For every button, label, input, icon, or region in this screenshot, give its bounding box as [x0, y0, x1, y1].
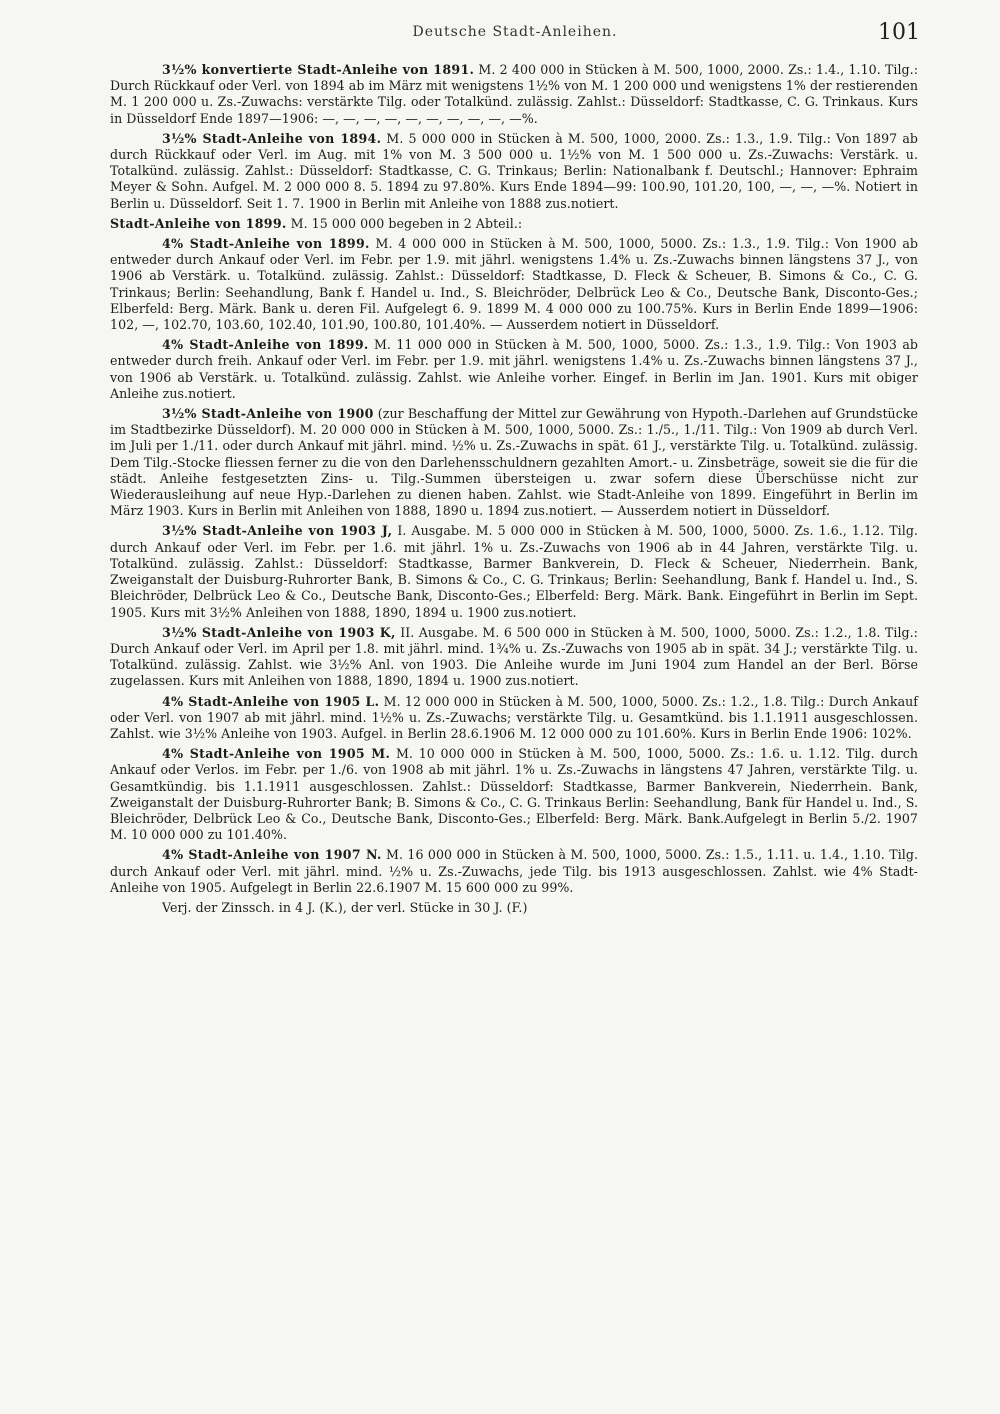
entry [110, 236, 918, 333]
entry [110, 523, 918, 620]
entry [110, 847, 918, 896]
entry [110, 131, 918, 212]
entry-heading: 4% Stadt-Anleihe von 1899. [162, 236, 370, 252]
entry-heading: 3½% Stadt-Anleihe von 1903 J, [162, 523, 393, 539]
page-header [110, 20, 920, 50]
entry-text: II. Ausgabe. M. 6 500 000 in Stücken à M. 500, 1000, 5000. Zs.: 1.2., 1.8. Tilg.: Durch Ankauf oder Verl. im April per 1.8. mit jährl. mind. 1¾% u. Zs.-Zuwachs von 1905 ab in spät. 34 J.; verstärkte Tilg. u. Totalkünd. zulässig. Zahlst. wie 3½% Anl. von 1903. Die Anleihe wurde im Juni 1904 zum Handel an der Berl. Börse zugelassen. Kurs mit Anleihen von 1888, 1890, 1894 u. 1900 zus.notiert. [110, 624, 918, 689]
entry-heading: 4% Stadt-Anleihe von 1899. [162, 337, 369, 353]
entry-text: M. 16 000 000 in Stücken à M. 500, 1000, 5000. Zs.: 1.5., 1.11. u. 1.4., 1.10. Tilg. durch Ankauf oder Verl. mit jährl. mind. ½% u. Zs.-Zuwachs, jede Tilg. bis 1913 ausgeschlossen. Zahlst. wie 4% Stadt-Anleihe von 1905. Aufgelegt in Berlin 22.6.1907 M. 15 600 000 zu 99%. [110, 847, 919, 895]
running-title: Deutsche Stadt-Anleihen. [412, 24, 618, 40]
sub-heading [110, 216, 918, 232]
entry-heading: 3½% konvertierte Stadt-Anleihe von 1891. [162, 62, 475, 77]
entry-heading: 4% Stadt-Anleihe von 1905 M. [162, 746, 391, 762]
entry-text: M. 5 000 000 in Stücken à M. 500, 1000, 2000. Zs.: 1.3., 1.9. Tilg.: Von 1897 ab durch Rückkauf oder Verl. im Aug. mit 1% von M. 3 500 000 u. 1½% von M. 1 500 000 u. Zs.-Zuwachs: Verstärk. u. Totalkünd. zulässig. Zahlst.: Düsseldorf: Stadtkasse, C. G. Trinkaus; Berlin: Nationalbank f. Deutschl.; Hannover: Ephraim Meyer & Sohn. Aufgel. M. 2 000 000 8. 5. 1894 zu 97.80%. Kurs Ende 1894—99: 100.90, 101.20, 100, —, —, —%. Notiert in Berlin u. Düsseldorf. Seit 1. 7. 1900 in Berlin mit Anleihe von 1888 zus.notiert. [110, 130, 919, 211]
entry [110, 694, 918, 743]
entry-text: I. Ausgabe. M. 5 000 000 in Stücken à M. 500, 1000, 5000. Zs. 1.6., 1.12. Tilg. durch Ankauf oder Verl. im Febr. per 1.6. mit jährl. 1% u. Zs.-Zuwachs von 1906 ab in 44 Jahren, verstärkte Tilg. u. Totalkünd. zulässig. Zahlst.: Düsseldorf: Stadtkasse, Barmer Bankverein, D. Fleck & Scheuer, Niederrhein. Bank, Zweiganstalt der Duisburg-Ruhrorter Bank, B. Simons & Co., C. G. Trinkaus; Berlin: Seehandlung, Bank f. Handel u. Ind., S. Bleichröder, Delbrück Leo & Co., Deutsche Bank, Disconto-Ges.; Elberfeld: Berg. Märk. Bank. Eingeführt in Berlin im Sept. 1905. Kurs mit 3½% Anleihen von 1888, 1890, 1894 u. 1900 zus.notiert. [110, 523, 918, 620]
entry-text: M. 4 000 000 in Stücken à M. 500, 1000, 5000. Zs.: 1.3., 1.9. Tilg.: Von 1900 ab entweder durch Ankauf oder Verl. im Febr. per 1.9. mit jährl. wenigstens 1.4% u. Zs.-Zuwachs binnen längstens 37 J., von 1906 ab Verstärk. u. Totalkünd. zulässig. Zahlst.: Düsseldorf: Stadtkasse, D. Fleck & Scheuer, B. Simons & Co., C. G. Trinkaus; Berlin: Seehandlung, Bank f. Handel u. Ind., S. Bleichröder, Delbrück Leo & Co., Deutsche Bank, Disconto-Ges.; Elberfeld: Berg. Märk. Bank u. deren Fil. Aufgelegt 6. 9. 1899 M. 4 000 000 zu 100.75%. Kurs in Berlin Ende 1899—1906: 102, —, 102.70, 103.60, 102.40, 101.90, 100.80, 101.40%. — Ausserdem notiert in Düsseldorf. [110, 236, 919, 333]
entry-heading: 3½% Stadt-Anleihe von 1903 K, [162, 624, 396, 640]
entry [110, 746, 918, 843]
sub-heading-title: Stadt-Anleihe von 1899. [110, 215, 287, 231]
entry-text: M. 11 000 000 in Stücken à M. 500, 1000, 5000. Zs.: 1.3., 1.9. Tilg.: Von 1903 ab entweder durch freih. Ankauf oder Verl. im Febr. per 1.9. mit jährl. wenigstens 1.4% u. Zs.-Zuwachs binnen längstens 37 J., von 1906 ab Verstärk. u. Totalkünd. zulässig. Zahlst. wie Anleihe vorher. Eingef. in Berlin im Jan. 1901. Kurs mit obiger Anleihe zus.notiert. [110, 337, 919, 401]
entry [110, 406, 918, 519]
entry-heading: 3½% Stadt-Anleihe von 1900 [162, 406, 374, 422]
entry-heading: 3½% Stadt-Anleihe von 1894. [162, 130, 382, 146]
sub-heading-text: M. 15 000 000 begeben in 2 Abteil.: [286, 215, 523, 231]
entry [110, 625, 918, 690]
entry-text: M. 10 000 000 in Stücken à M. 500, 1000, 5000. Zs.: 1.6. u. 1.12. Tilg. durch Ankauf oder Verlos. im Febr. per 1./6. von 1908 ab mit jährl. 1% u. Zs.-Zuwachs in längstens 47 Jahren, verstärkte Tilg. u. Gesamtkündig. bis 1.1.1911 ausgeschlossen. Zahlst.: Düsseldorf: Stadtkasse, Barmer Bankverein, Niederrhein. Bank, Zweiganstalt der Duisburg-Ruhrorter Bank; B. Simons & Co., C. G. Trinkaus Berlin: Seehandlung, Bank für Handel u. Ind., S. Bleichröder, Delbrück Leo & Co., Deutsche Bank, Disconto-Ges.; Elberfeld: Berg. Märk. Bank.Aufgelegt in Berlin 5./2. 1907 M. 10 000 000 zu 101.40%. [110, 746, 918, 843]
body-text [110, 62, 918, 929]
entry-text: M. 12 000 000 in Stücken à M. 500, 1000, 5000. Zs.: 1.2., 1.8. Tilg.: Durch Ankauf oder Verl. von 1907 ab mit jährl. mind. 1½% u. Zs.-Zuwachs; verstärkte Tilg. u. Gesamtkünd. bis 1.1.1911 ausgeschlossen. Zahlst. wie 3½% Anleihe von 1903. Aufgel. in Berlin 28.6.1906 M. 12 000 000 zu 101.60%. Kurs in Berlin Ende 1906: 102%. [110, 693, 918, 741]
entry-heading: 4% Stadt-Anleihe von 1905 L. [162, 693, 380, 709]
entry-text: M. 2 400 000 in Stücken à M. 500, 1000, 2000. Zs.: 1.4., 1.10. Tilg.: Durch Rückkauf oder Verl. von 1894 ab im März mit wenigstens 1½% von M. 1 200 000 und wenigstens 1% der restierenden M. 1 200 000 u. Zs.-Zuwachs: verstärkte Tilg. oder Totalkünd. zulässig. Zahlst.: Düsseldorf: Stadtkasse, C. G. Trinkaus. Kurs in Düsseldorf Ende 1897—1906: —, —, —, —, —, —, —, —, —, —%. [110, 62, 919, 126]
entry-text: (zur Beschaffung der Mittel zur Gewährung von Hypoth.-Darlehen auf Grundstücke im Stadtbezirke Düsseldorf). M. 20 000 000 in Stücken à M. 500, 1000, 5000. Zs.: 1./5., 1./11. Tilg.: Von 1909 ab durch Verl. im Juli per 1./11. oder durch Ankauf mit jährl. mind. ½% u. Zs.-Zuwachs in spät. 61 J., verstärkte Tilg. u. Totalkünd. zulässig. Dem Tilg.-Stocke fliessen ferner zu die von den Darlehensschuldnern gezahlten Amort.- u. Zinsbeträge, soweit sie die für die städt. Anleihe festgesetzten Zins- u. Tilg.-Summen übersteigen u. zwar sofern diese Überschüsse nicht zur Wiederausleihung auf neue Hyp.-Darlehen zu dienen haben. Zahlst. wie Stadt-Anleihe von 1899. Eingeführt in Berlin im März 1903. Kurs in Berlin mit Anleihen von 1888, 1890 u. 1894 zus.notiert. — Ausserdem notiert in Düsseldorf. [110, 406, 919, 519]
entry-heading: 4% Stadt-Anleihe von 1907 N. [162, 847, 382, 863]
entry [110, 62, 918, 127]
closing-note: Verj. der Zinssch. in 4 J. (K.), der verl. Stücke in 30 J. (F.) [162, 899, 528, 915]
entry [110, 337, 918, 402]
page-number: 101 [878, 20, 920, 45]
